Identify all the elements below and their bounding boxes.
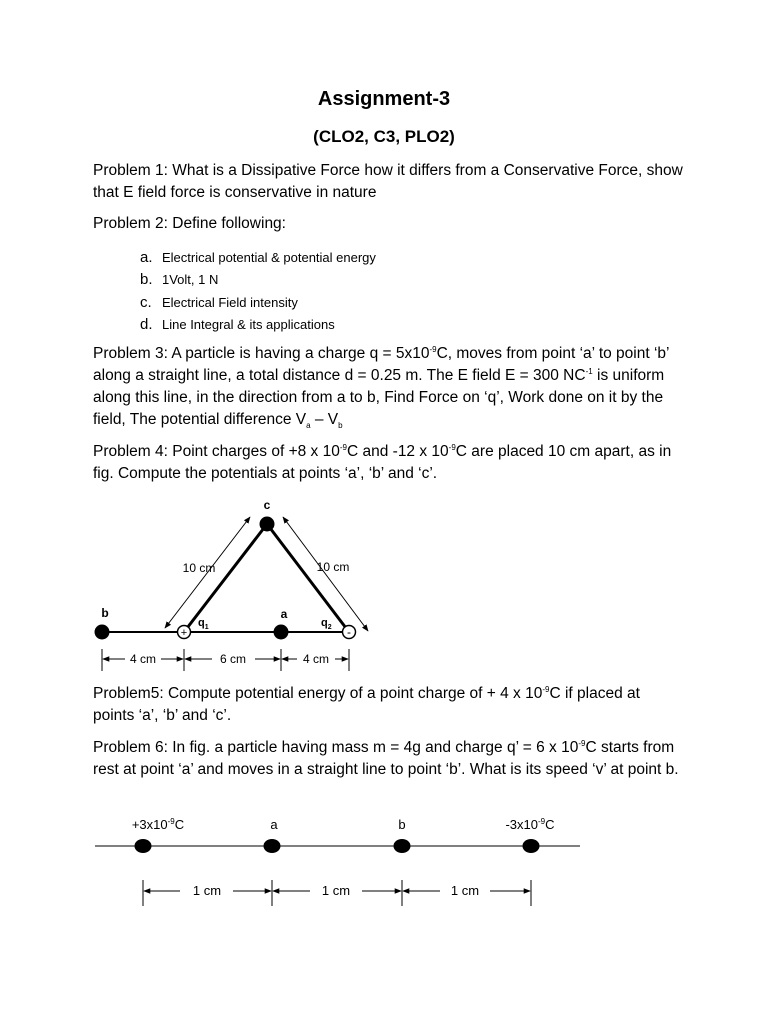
side-length-left: 10 cm — [182, 561, 216, 575]
charge-right-label: $-3x10^{-9}C$ — [505, 817, 555, 832]
point-a — [274, 625, 289, 640]
charge-left-label: $+3x10^{-9}C$ — [131, 817, 185, 832]
dimension-label-2: 6 cm — [219, 652, 247, 666]
triangle-right-side — [267, 524, 349, 632]
list-item: c. Electrical Field intensity — [140, 293, 298, 311]
minus-sign: - — [347, 625, 351, 639]
triangle-charge-figure — [85, 495, 385, 675]
list-item: d. Line Integral & its applications — [140, 315, 335, 333]
linear-charge-figure — [85, 810, 585, 915]
distance-arrow-right — [280, 517, 368, 631]
label-q1: $q_1$ — [198, 617, 209, 631]
charge-right — [523, 839, 540, 853]
point-b — [95, 625, 110, 640]
dimension-label-3: 4 cm — [302, 652, 330, 666]
label-q2: $q_2$ — [321, 617, 332, 631]
label-a: a — [280, 607, 288, 621]
problem-2-list — [140, 247, 376, 336]
dimension-label-3: 1 cm — [450, 883, 480, 898]
point-b — [394, 839, 411, 853]
dimension-label-1: 4 cm — [129, 652, 157, 666]
triangle-left-side — [184, 524, 267, 632]
list-item: a. Electrical potential & potential energy — [140, 249, 376, 266]
problem-1: Problem 1: What is a Dissipative Force how it differs from a Conservative Force, show that E field force is conservative in nature — [93, 162, 683, 201]
dimension-label-1: 1 cm — [192, 883, 222, 898]
list-item: b. 1Volt, 1 N — [140, 271, 219, 289]
point-c — [260, 517, 275, 532]
label-b: b — [398, 817, 406, 832]
problem-4: Problem 4: Point charges of +8 x $10^{-9}C$ and -12 x $10^{-9}C$ are placed 10 cm apart, as in fig. Compute the potentials at points ‘a’, ‘b’ and ‘c’. — [93, 442, 672, 482]
plus-sign: + — [180, 627, 188, 639]
point-a — [264, 839, 281, 853]
label-c: c — [263, 498, 271, 512]
assignment-title: Assignment-3 — [317, 88, 451, 110]
assignment-subtitle: (CLO2, C3, PLO2) — [313, 127, 455, 146]
charge-left — [135, 839, 152, 853]
problem-2: Problem 2: Define following: — [93, 215, 286, 232]
label-b: b — [101, 606, 109, 620]
problem-3: Problem 3: A particle is having a charge $q = 5x10^{-9}C$, moves from point ‘a’ to point ‘b’ along a straight line, a total distance d = 0.25 m. The E field E = 300 $NC^{-1}$ is uniform along this line, in the direction from a to b, Find Force on ‘q’, Work done on it by the field, The potential difference $V_a - V_b$ — [93, 344, 669, 431]
problem-6: Problem 6: In fig. a particle having mass m = 4g and charge q’ = 6 x $10^{-9}C$ starts from rest at point ‘a’ and moves in a straight line to point ‘b’. What is its speed ‘v’ at point b. — [93, 738, 679, 778]
dimension-label-2: 1 cm — [321, 883, 351, 898]
problem-5: Problem5: Compute potential energy of a point charge of + 4 x $10^{-9}C$ if placed at points ‘a’, ‘b’ and ‘c’. — [93, 684, 640, 724]
label-a: a — [270, 817, 278, 832]
side-length-right: 10 cm — [316, 560, 350, 574]
